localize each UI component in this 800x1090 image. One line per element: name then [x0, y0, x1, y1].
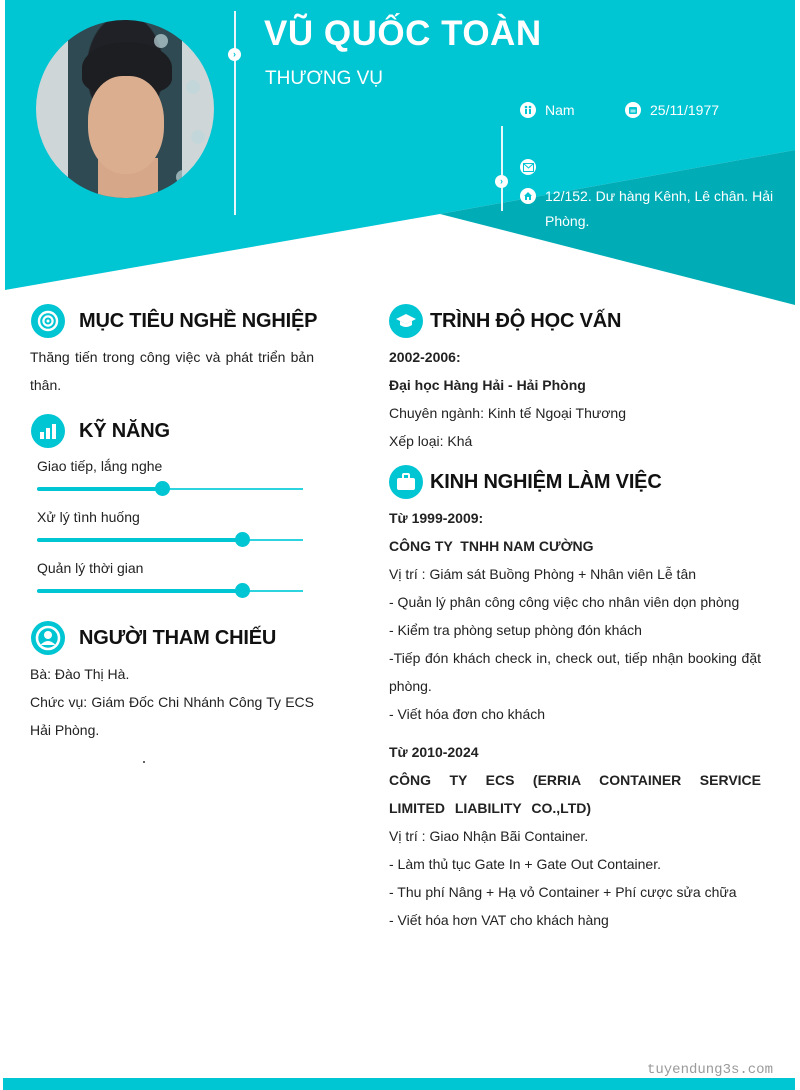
objective-text: Thăng tiến trong công việc và phát triển bản thân.: [30, 349, 314, 393]
education-period: 2002-2006:: [389, 349, 461, 365]
profile-photo: [36, 20, 214, 198]
reference-position: Chức vụ: Giám Đốc Chi Nhánh Công Ty ECS Hải Phòng.: [30, 694, 314, 738]
section-title: KỸ NĂNG: [79, 419, 170, 442]
section-education-header: [389, 304, 621, 338]
reference-name: Bà: Đào Thị Hà.: [30, 666, 130, 682]
job-period: Từ 1999-2009:: [389, 510, 484, 526]
skill-knob: [235, 583, 250, 598]
birthdate-value: 25/11/1977: [650, 102, 720, 118]
skill-label: Xử lý tình huống: [37, 509, 140, 525]
info-email: [520, 155, 545, 175]
info-gender: [520, 98, 575, 123]
section-title: TRÌNH ĐỘ HỌC VẤN: [430, 309, 622, 332]
job-duty: - Quản lý phân công công việc cho nhân viên dọn phòng: [389, 594, 740, 610]
skill-knob: [155, 481, 170, 496]
skill-bar: [37, 539, 303, 541]
info-birthdate: [625, 98, 719, 123]
section-skills-header: [31, 414, 170, 448]
graduation-cap-icon: [389, 304, 423, 338]
skill-knob: [235, 532, 250, 547]
chevron-right-icon: ›: [495, 175, 508, 188]
header-divider-line: [234, 11, 236, 215]
calendar-icon: [625, 102, 641, 118]
job-duty: -Tiếp đón khách check in, check out, tiếp nhận booking đặt phòng.: [389, 650, 761, 694]
job-duty: - Thu phí Nâng + Hạ vỏ Container + Phí cược sửa chữa: [389, 884, 737, 900]
skill-label: Quản lý thời gian: [37, 560, 144, 576]
stray-dot: [143, 761, 145, 763]
section-title: NGƯỜI THAM CHIẾU: [79, 626, 277, 649]
education-school: Đại học Hàng Hải - Hải Phòng: [389, 377, 586, 393]
job-position: Vị trí : Giao Nhận Bãi Container.: [389, 828, 589, 844]
address-value: 12/152. Dư hàng Kênh, Lê chân. Hải Phòng.: [545, 188, 774, 229]
skill-bar: [37, 488, 303, 490]
candidate-role: THƯƠNG VỤ: [265, 68, 384, 89]
section-title: MỤC TIÊU NGHỀ NGHIỆP: [79, 309, 318, 332]
section-objective-header: [31, 304, 317, 338]
section-title: KINH NGHIỆM LÀM VIỆC: [430, 470, 662, 493]
info-address: [520, 184, 775, 234]
job-position: Vị trí : Giám sát Buồng Phòng + Nhân viên Lễ tân: [389, 566, 697, 582]
candidate-name: VŨ QUỐC TOÀN: [264, 14, 542, 53]
footer-bar: [3, 1078, 795, 1090]
email-icon: [520, 159, 536, 175]
education-grade: Xếp loại: Khá: [389, 433, 473, 449]
home-icon: [520, 188, 536, 204]
gender-icon: [520, 102, 536, 118]
job-duty: - Viết hóa hơn VAT cho khách hàng: [389, 912, 609, 928]
job-period: Từ 2010-2024: [389, 744, 479, 760]
section-references-header: [31, 621, 276, 655]
job-duty: - Kiểm tra phòng setup phòng đón khách: [389, 622, 642, 638]
section-experience-header: [389, 465, 662, 499]
user-icon: [31, 621, 65, 655]
job-company: CÔNG TY ECS (ERRIA CONTAINER SERVICE LIMITED LIABILITY CO.,LTD): [389, 772, 761, 816]
gender-value: Nam: [545, 102, 575, 118]
info-divider-line: [501, 126, 503, 211]
skill-label: Giao tiếp, lắng nghe: [37, 458, 163, 474]
target-icon: [31, 304, 65, 338]
watermark: tuyendung3s.com: [646, 1062, 773, 1078]
job-duty: - Viết hóa đơn cho khách: [389, 706, 546, 722]
education-major: Chuyên ngành: Kinh tế Ngoại Thương: [389, 405, 627, 421]
skill-bar: [37, 590, 303, 592]
chevron-right-icon: ›: [228, 48, 241, 61]
briefcase-icon: [389, 465, 423, 499]
job-duty: - Làm thủ tục Gate In + Gate Out Container.: [389, 856, 661, 872]
bar-chart-icon: [31, 414, 65, 448]
job-company: CÔNG TY TNHH NAM CƯỜNG: [389, 538, 594, 554]
